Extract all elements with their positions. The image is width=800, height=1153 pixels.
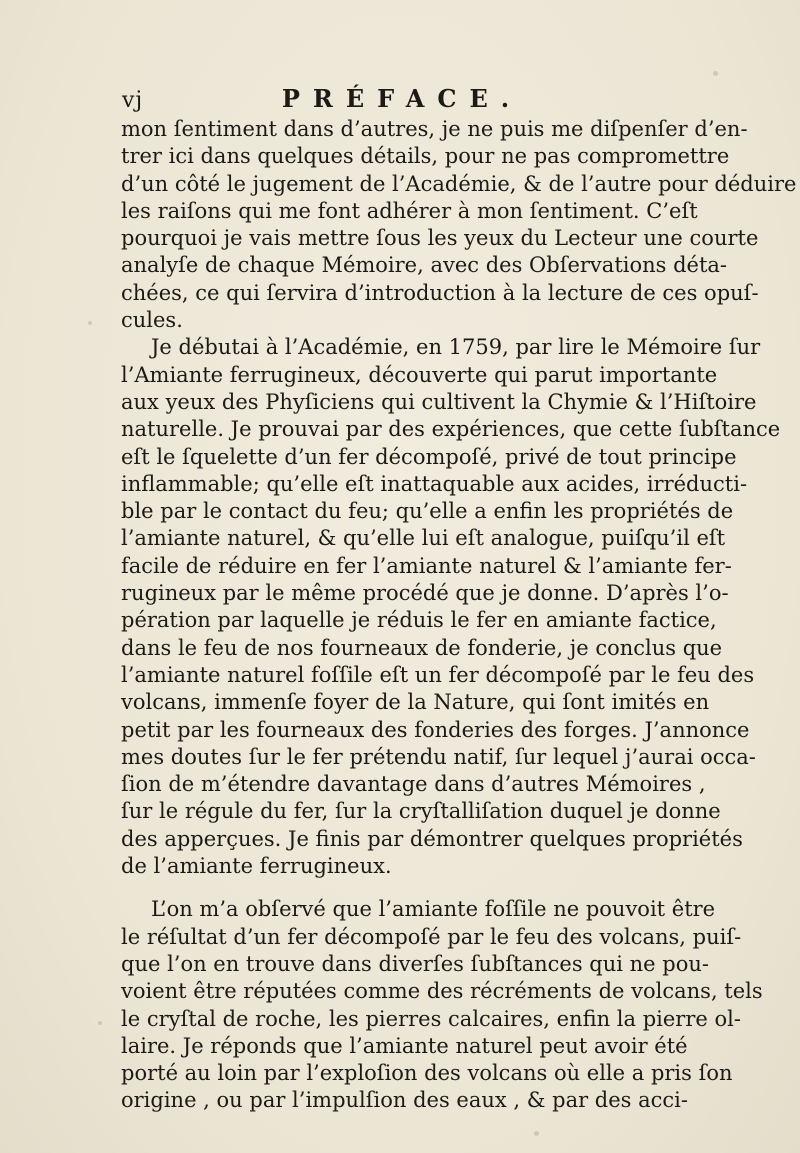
text-line: eſt le ſquelette d’un fer décompoſé, privé de tout principe [121, 444, 737, 469]
paper-spot [713, 71, 718, 76]
text-line: ſion de m’étendre davantage dans d’autres Mémoires , [121, 772, 706, 797]
text-line: des apperçues. Je finis par démontrer quelques propriétés [121, 826, 743, 851]
text-line: L’on m’a obſervé que l’amiante foſſile ne pouvoit être [151, 897, 716, 922]
text-line: de l’amiante ferrugineux. [121, 854, 392, 879]
text-line: chées, ce qui ſervira d’introduction à la lecture de ces opuſ- [121, 280, 759, 305]
text-line: l’Amiante ferrugineux, découverte qui parut importante [121, 362, 718, 387]
text-line: ſur le régule du fer, ſur la cryſtalliſation duquel je donne [121, 799, 721, 824]
body-text [121, 116, 797, 1115]
text-line: porté au loin par l’exploſion des volcans où elle a pris ſon [121, 1061, 733, 1086]
paragraph-gap [121, 880, 686, 896]
text-line: ble par le contact du feu; qu’elle a enfin les propriétés de [121, 499, 734, 524]
text-line: rugineux par le même procédé que je donne. D’après l’o- [121, 581, 729, 606]
text-line: l’amiante naturel foſſile eſt un fer décompoſé par le feu des [121, 662, 755, 687]
paper-spot [534, 1131, 539, 1136]
text-line: analyſe de chaque Mémoire, avec des Obſervations déta- [121, 253, 728, 278]
text-line: l’amiante naturel, & qu’elle lui eſt analogue, puiſqu’il eſt [121, 526, 726, 551]
text-line: origine , ou par l’impulſion des eaux , & par des acci- [121, 1088, 688, 1113]
text-line: dans le feu de nos fourneaux de fonderie, je conclus que [121, 635, 723, 660]
text-line: que l’on en trouve dans diverſes ſubſtances qui ne pou- [121, 951, 709, 976]
text-line: aux yeux des Phyſiciens qui cultivent la Chymie & l’Hiſtoire [121, 389, 757, 414]
paragraph [121, 896, 763, 1114]
text-line: mes doutes ſur le fer prétendu natif, ſur lequel j’aurai occa- [121, 744, 756, 769]
text-line: petit par les fourneaux des fonderies des forges. J’annonce [121, 717, 750, 742]
running-title: PRÉFACE. [281, 84, 523, 113]
text-line: laire. Je réponds que l’amiante naturel peut avoir été [121, 1033, 688, 1058]
text-line: facile de réduire en fer l’amiante naturel & l’amiante fer- [121, 553, 732, 578]
text-line: naturelle. Je prouvai par des expériences, que cette ſubſtance [121, 417, 781, 442]
text-line: trer ici dans quelques détails, pour ne pas compromettre [121, 144, 730, 169]
text-line: pourquoi je vais mettre ſous les yeux du Lecteur une courte [121, 226, 759, 251]
text-line: Je débutai à l’Académie, en 1759, par lire le Mémoire ſur [151, 335, 761, 360]
text-line: inflammable; qu’elle eſt inattaquable aux acides, irréducti- [121, 471, 748, 496]
text-line: mon ſentiment dans d’autres, je ne puis me diſpenſer d’en- [121, 117, 748, 141]
page-header [122, 84, 682, 118]
text-line: voient être réputées comme des récréments de volcans, tels [121, 979, 763, 1004]
text-line: cules. [121, 308, 183, 333]
paper-spot [98, 1021, 102, 1025]
paragraph [121, 334, 781, 880]
text-line: pération par laquelle je réduis le fer en amiante factice, [121, 608, 717, 633]
page-number: vj [122, 88, 144, 113]
text-line: d’un côté le jugement de l’Académie, & de l’autre pour déduire [121, 171, 797, 196]
paragraph [121, 116, 797, 334]
text-line: volcans, immenſe foyer de la Nature, qui ſont imités en [121, 690, 710, 715]
text-line: le réſultat d’un fer décompoſé par le feu des volcans, puiſ- [121, 924, 742, 949]
text-line: les raiſons qui me font adhérer à mon ſentiment. C’eſt [121, 198, 698, 223]
paper-spot [88, 321, 92, 325]
text-line: le cryſtal de roche, les pierres calcaires, enfin la pierre ol- [121, 1006, 741, 1031]
